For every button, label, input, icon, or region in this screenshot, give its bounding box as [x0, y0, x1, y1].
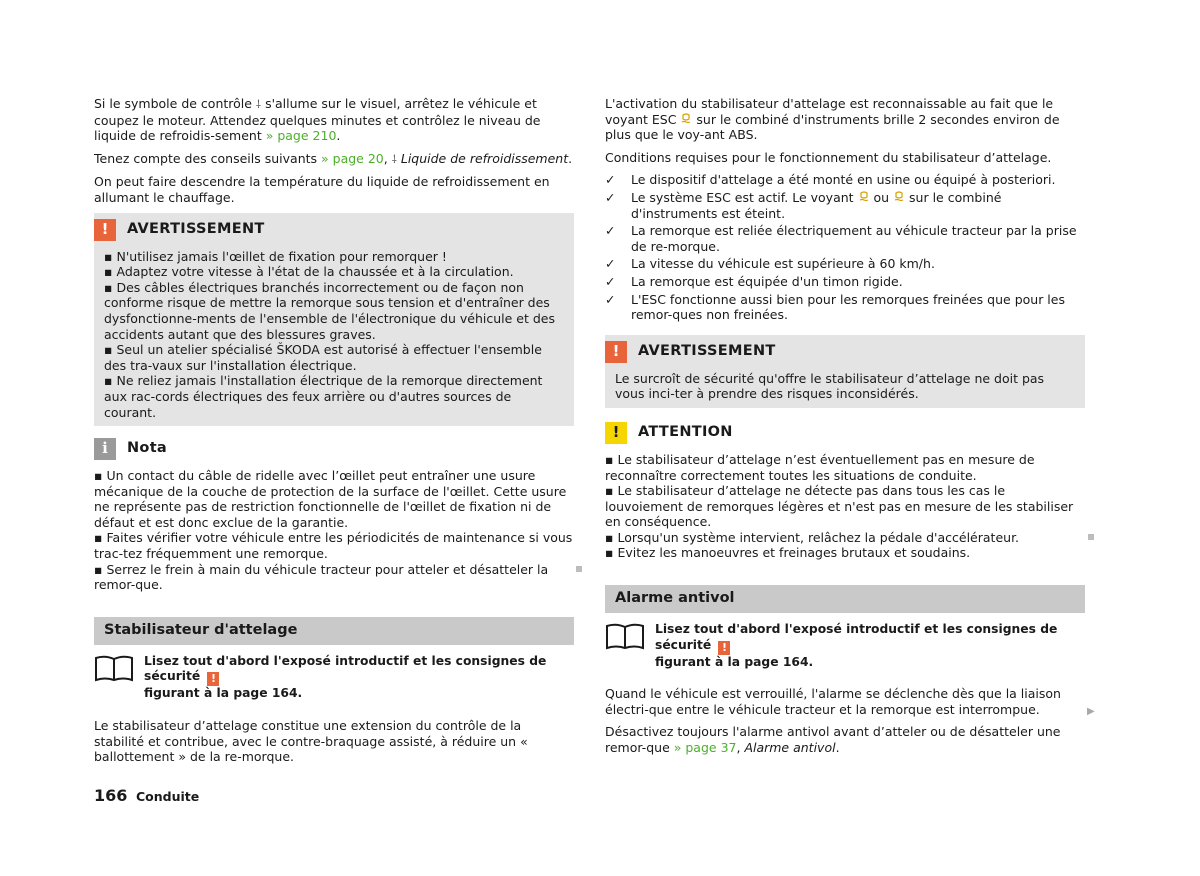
warning-title: AVERTISSEMENT: [638, 342, 776, 359]
esc-warning-icon: [680, 113, 692, 125]
stabilisateur-paragraph: Le stabilisateur d’attelage constitue une extension du contrôle de la stabilité et contribue, avec le contre-braquage assisté, à réduire un « ballottement » de la re-morque.: [94, 718, 528, 765]
coolant-temperature-icon: ⸸: [255, 98, 262, 111]
page-37-link[interactable]: » page 37: [673, 740, 737, 756]
warning-body: Le surcroît de sécurité qu'offre le stabilisateur d’attelage ne doit pas vous inci-ter à prendre des risques inconsidérés.: [615, 370, 1045, 402]
conditions-list: [605, 172, 1085, 322]
page-210-link[interactable]: » page 210: [265, 128, 337, 144]
warning-item: ▪ Des câbles électriques branchés incorrectement ou de façon non conforme risque de mettre la remorque sous tension et d'entraîner des dysfonctionne-ments de l'ensemble de l'électronique du véhicule et des accidents autant que des blessures graves.: [104, 280, 564, 342]
list-item: ✓ Le dispositif d'attelage a été monté en usine ou équipé à posteriori.: [605, 172, 1056, 188]
warning-item: ▪ N'utilisez jamais l'œillet de fixation pour remorquer !: [104, 249, 564, 265]
attention-box: [605, 420, 1085, 561]
left-column: [94, 96, 574, 772]
attention-item: ▪ Le stabilisateur d’attelage ne détecte pas dans tous les cas le louvoiement de remorques légères et n'est pas en mesure de les stabiliser en conséquence.: [605, 483, 1085, 530]
chapter-name: Conduite: [136, 789, 200, 804]
warning-box: [94, 213, 574, 427]
warning-title: AVERTISSEMENT: [127, 220, 265, 237]
advice-paragraph: Tenez compte des conseils suivants » page 20, ⸸ Liquide de refroidissement.: [94, 150, 573, 166]
checkmark-icon: ✓: [605, 256, 616, 272]
checkmark-icon: ✓: [605, 273, 616, 289]
info-icon: i: [94, 438, 116, 460]
end-of-section-marker: [1088, 534, 1094, 540]
warning-item: ▪ Seul un atelier spécialisé ŠKODA est autorisé à effectuer l'ensemble des tra-vaux sur l'installation électrique.: [104, 342, 564, 373]
attention-item: ▪ Evitez les manoeuvres et freinages brutaux et soudains.: [605, 545, 1085, 561]
warning-header: [605, 335, 1085, 365]
book-icon: [94, 654, 134, 682]
read-first-notice: Lisez tout d'abord l'exposé introductif et les consignes de sécurité ! figurant à la page 164.: [94, 654, 574, 702]
coolant-temperature-icon: ⸸: [391, 152, 397, 166]
continue-arrow-icon: ▶: [1087, 706, 1095, 717]
list-item: ✓ La remorque est reliée électriquement au véhicule tracteur par la prise de re-morque.: [605, 223, 1077, 254]
list-item: ✓ La vitesse du véhicule est supérieure à 60 km/h.: [605, 256, 935, 272]
nota-box: [94, 436, 574, 593]
checkmark-icon: ✓: [605, 223, 616, 239]
nota-item: ▪ Un contact du câble de ridelle avec l’œillet peut entraîner une usure mécanique de la couche de protection de la surface de l'œillet. Cette usure ne représente pas de restriction fonctionnelle de l'œillet de fixation ni de défaut et est donc exclue de la garantie.: [94, 468, 574, 530]
page-20-link[interactable]: » page 20: [321, 150, 384, 166]
warning-icon: !: [605, 341, 627, 363]
nota-item: ▪ Serrez le frein à main du véhicule tracteur pour atteler et désatteler la remor-que.: [94, 562, 574, 593]
warning-box: [605, 335, 1085, 408]
esc-off-icon: [893, 191, 905, 203]
checkmark-icon: ✓: [605, 189, 616, 205]
nota-title: Nota: [127, 440, 168, 457]
nota-header: [94, 436, 574, 462]
attention-item: ▪ Lorsqu'un système intervient, relâchez la pédale d'accélérateur.: [605, 530, 1085, 546]
section-title-alarme: Alarme antivol: [605, 585, 1085, 613]
section-title-stabilisateur: Stabilisateur d'attelage: [94, 617, 574, 645]
attention-icon: !: [605, 422, 627, 444]
warning-body: [94, 243, 574, 421]
alarm-paragraph: Quand le véhicule est verrouillé, l'alarme se déclenche dès que la liaison électri-que entre le véhicule tracteur et la remorque est interrompue.: [605, 686, 1061, 717]
book-icon: [605, 622, 645, 650]
warning-small-icon: !: [207, 672, 219, 686]
list-item: ✓ L'ESC fonctionne aussi bien pour les remorques freinées que pour les remor-ques non freinées.: [605, 291, 1065, 323]
list-item: ✓ La remorque est équipée d'un timon rigide.: [605, 273, 903, 289]
warning-item: ▪ Ne reliez jamais l'installation électrique de la remorque directement aux rac-cords électriques des feux arrière ou d'autres sources de courant.: [104, 373, 564, 420]
attention-body: [605, 452, 1085, 561]
esc-activation-paragraph: L'activation du stabilisateur d'attelage est reconnaissable au fait que le voyant ESC sur le combiné d'instruments brille 2 secondes environ de plus que le voy-ant ABS.: [605, 96, 1060, 143]
nota-body: [94, 468, 574, 593]
warning-small-icon: !: [718, 641, 730, 655]
attention-title: ATTENTION: [638, 424, 733, 441]
conditions-paragraph: Conditions requises pour le fonctionnement du stabilisateur d’attelage.: [605, 149, 1052, 165]
nota-item: ▪ Faites vérifier votre véhicule entre les périodicités de maintenance si vous trac-tez fréquemment une remorque.: [94, 530, 574, 561]
right-column: [605, 96, 1085, 763]
attention-item: ▪ Le stabilisateur d’attelage n’est éventuellement pas en mesure de reconnaître correctement toutes les situations de conduite.: [605, 452, 1085, 483]
esc-warning-icon: [858, 191, 870, 203]
page-number: 166: [94, 786, 128, 805]
warning-item: ▪ Adaptez votre vitesse à l'état de la chaussée et à la circulation.: [104, 264, 564, 280]
warning-icon: !: [94, 219, 116, 241]
warning-header: [94, 213, 574, 243]
checkmark-icon: ✓: [605, 172, 616, 188]
checkmark-icon: ✓: [605, 291, 616, 307]
list-item: ✓ Le système ESC est actif. Le voyant ou sur le combiné d'instruments est éteint.: [605, 189, 1002, 221]
coolant-paragraph: Si le symbole de contrôle ⸸ s'allume sur le visuel, arrêtez le véhicule et coupez le moteur. Attendez quelques minutes et contrôlez le niveau de liquide de refroidis-sement » page 210.: [94, 96, 541, 144]
heating-paragraph: On peut faire descendre la température du liquide de refroidissement en allumant le chauffage.: [94, 174, 550, 205]
end-of-section-marker: [576, 566, 582, 572]
attention-header: [605, 420, 1085, 446]
read-first-notice: Lisez tout d'abord l'exposé introductif et les consignes de sécurité ! figurant à la page 164.: [605, 622, 1085, 670]
alarm-deactivate-paragraph: Désactivez toujours l'alarme antivol avant d’atteler ou de désatteler une remor-que » page 37, Alarme antivol.: [605, 724, 1061, 756]
